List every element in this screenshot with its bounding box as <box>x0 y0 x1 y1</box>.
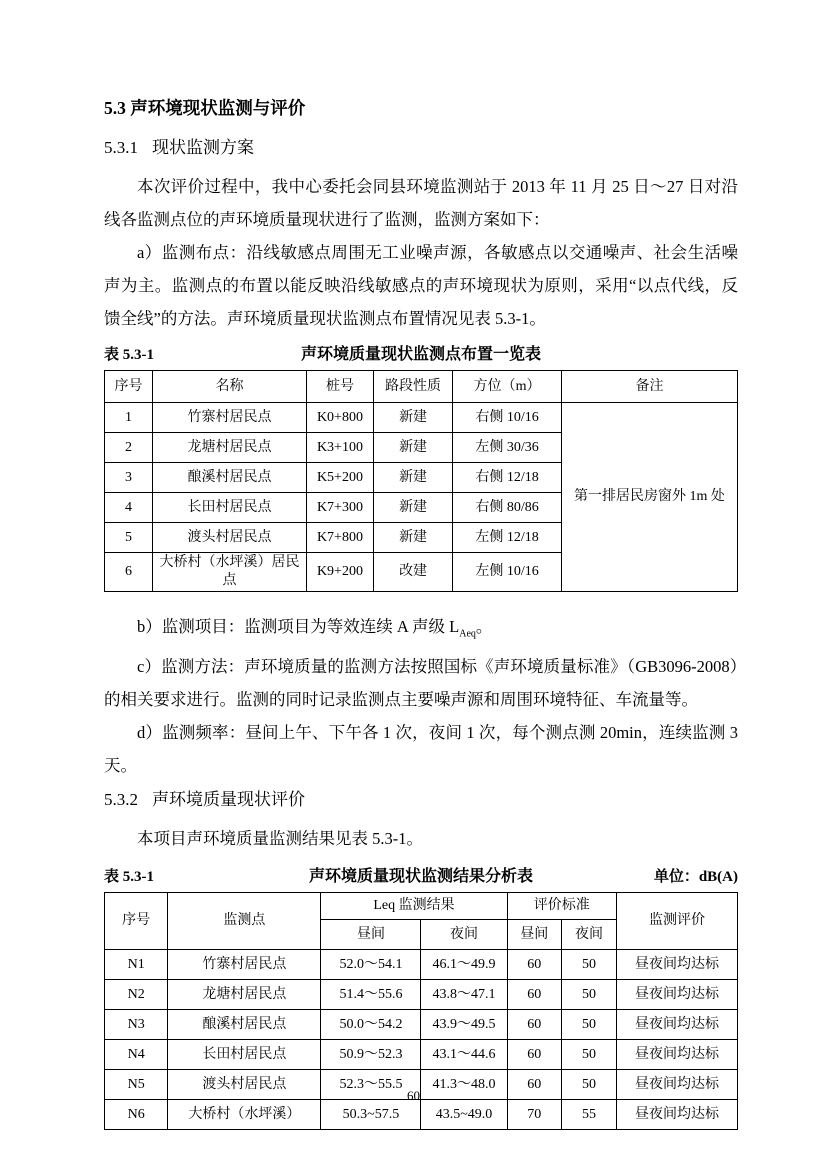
cell-leq-night: 43.5~49.0 <box>421 1100 507 1130</box>
cell-std-day: 60 <box>507 1010 561 1040</box>
col-header-std-day: 昼间 <box>507 920 561 950</box>
cell-std-night: 50 <box>561 1040 616 1070</box>
cell-leq-day: 51.4～55.6 <box>321 980 421 1010</box>
cell-name: 酿溪村居民点 <box>153 463 307 493</box>
cell-eval: 昼夜间均达标 <box>617 980 738 1010</box>
cell-std-day: 60 <box>507 1040 561 1070</box>
table-row <box>105 1040 738 1070</box>
cell-position: 右侧 80/86 <box>453 493 562 523</box>
cell-std-day: 60 <box>507 1070 561 1100</box>
cell-eval: 昼夜间均达标 <box>617 1100 738 1130</box>
table2-unit: 单位：dB(A) <box>653 869 738 886</box>
cell-std-night: 55 <box>561 1100 616 1130</box>
cell-sn: N6 <box>105 1100 168 1130</box>
col-header-std-night: 夜间 <box>561 920 616 950</box>
cell-stake: K9+200 <box>306 553 373 592</box>
cell-remark: 第一排居民房窗外 1m 处 <box>562 403 738 592</box>
table1-caption <box>104 343 738 367</box>
paragraph-text: b）监测项目：监测项目为等效连续 A 声级 L <box>137 617 460 636</box>
cell-sn: 5 <box>105 523 153 553</box>
cell-eval: 昼夜间均达标 <box>617 1070 738 1100</box>
cell-leq-day: 52.0～54.1 <box>321 950 421 980</box>
table-header-row <box>105 371 738 403</box>
col-header: 序号 <box>105 371 153 403</box>
table-row <box>105 980 738 1010</box>
table1-label: 表 5.3-1 <box>104 347 154 363</box>
cell-leq-day: 52.3～55.5 <box>321 1070 421 1100</box>
cell-leq-night: 43.1～44.6 <box>421 1040 507 1070</box>
cell-position: 右侧 10/16 <box>453 403 562 433</box>
cell-nature: 新建 <box>374 433 453 463</box>
cell-sn: 2 <box>105 433 153 463</box>
cell-leq-night: 43.8～47.1 <box>421 980 507 1010</box>
table-row <box>105 1100 738 1130</box>
cell-eval: 昼夜间均达标 <box>617 1040 738 1070</box>
cell-stake: K7+300 <box>306 493 373 523</box>
col-header-standard: 评价标准 <box>507 893 617 920</box>
cell-sn: N4 <box>105 1040 168 1070</box>
paragraph-results-intro: 本项目声环境质量监测结果见表 5.3-1。 <box>137 829 423 849</box>
heading-text: 现状监测方案 <box>152 138 254 157</box>
paragraph-text: 。 <box>475 617 493 636</box>
paragraph-monitoring-frequency: d）监测频率：昼间上午、下午各 1 次，夜间 1 次，每个测点测 20min，连续监测 3 天。 <box>104 723 738 776</box>
cell-position: 左侧 30/36 <box>453 433 562 463</box>
cell-name: 大桥村（水坪溪）居民点 <box>153 553 307 592</box>
table2-title: 声环境质量现状监测结果分析表 <box>308 868 533 886</box>
subscript-aeq: Aeq <box>459 628 476 640</box>
cell-std-day: 60 <box>507 950 561 980</box>
cell-sn: 1 <box>105 403 153 433</box>
cell-stake: K3+100 <box>306 433 373 463</box>
cell-name: 长田村居民点 <box>153 493 307 523</box>
col-header-eval: 监测评价 <box>617 893 738 950</box>
cell-leq-day: 50.0～54.2 <box>321 1010 421 1040</box>
cell-leq-night: 43.9～49.5 <box>421 1010 507 1040</box>
cell-sn: N2 <box>105 980 168 1010</box>
cell-name: 渡头村居民点 <box>153 523 307 553</box>
cell-sn: 4 <box>105 493 153 523</box>
cell-stake: K7+800 <box>306 523 373 553</box>
table2-caption <box>104 865 738 889</box>
cell-sn: N5 <box>105 1070 168 1100</box>
section-heading-5-3: 5.3 声环境现状监测与评价 <box>104 98 306 118</box>
cell-stake: K0+800 <box>306 403 373 433</box>
cell-std-night: 50 <box>561 980 616 1010</box>
cell-leq-night: 41.3～48.0 <box>421 1070 507 1100</box>
table-row <box>105 950 738 980</box>
table-header-row <box>105 893 738 920</box>
table-monitoring-points <box>104 370 738 592</box>
cell-leq-day: 50.9～52.3 <box>321 1040 421 1070</box>
cell-sn: N3 <box>105 1010 168 1040</box>
cell-nature: 新建 <box>374 403 453 433</box>
cell-position: 右侧 12/18 <box>453 463 562 493</box>
cell-std-day: 70 <box>507 1100 561 1130</box>
col-header-leq-night: 夜间 <box>421 920 507 950</box>
cell-point: 竹寨村居民点 <box>168 950 321 980</box>
table-row <box>105 403 738 433</box>
cell-position: 左侧 12/18 <box>453 523 562 553</box>
heading-number: 5.3.1 <box>104 138 138 157</box>
cell-sn: 6 <box>105 553 153 592</box>
cell-std-day: 60 <box>507 980 561 1010</box>
cell-position: 左侧 10/16 <box>453 553 562 592</box>
cell-sn: 3 <box>105 463 153 493</box>
paragraph-intro: 本次评价过程中，我中心委托会同县环境监测站于 2013 年 11 月 25 日～27 日对沿线各监测点位的声环境质量现状进行了监测，监测方案如下： <box>104 177 738 229</box>
col-header: 路段性质 <box>374 371 453 403</box>
table1-title: 声环境质量现状监测点布置一览表 <box>300 346 541 363</box>
heading-number: 5.3.2 <box>104 790 138 810</box>
cell-nature: 新建 <box>374 493 453 523</box>
col-header-point: 监测点 <box>168 893 321 950</box>
paragraph-monitoring-layout: a）监测布点：沿线敏感点周围无工业噪声源，各敏感点以交通噪声、社会生活噪声为主。监测点的布置以能反映沿线敏感点的声环境现状为原则，采用“以点代线，反馈全线”的方法。声环境质量现状监测点布置情况见表 5.3-1。 <box>104 243 738 328</box>
cell-leq-day: 50.3~57.5 <box>321 1100 421 1130</box>
cell-name: 龙塘村居民点 <box>153 433 307 463</box>
paragraph-monitoring-items <box>104 610 738 650</box>
cell-nature: 改建 <box>374 553 453 592</box>
cell-point: 龙塘村居民点 <box>168 980 321 1010</box>
cell-leq-night: 46.1～49.9 <box>421 950 507 980</box>
cell-nature: 新建 <box>374 523 453 553</box>
page-number: 60 <box>407 1088 420 1103</box>
cell-stake: K5+200 <box>306 463 373 493</box>
col-header: 方位（m） <box>453 371 562 403</box>
col-header: 备注 <box>562 371 738 403</box>
table-row <box>105 1010 738 1040</box>
cell-point: 长田村居民点 <box>168 1040 321 1070</box>
heading-text: 声环境质量现状评价 <box>152 790 305 810</box>
table2-label: 表 5.3-1 <box>104 869 154 886</box>
cell-point: 酿溪村居民点 <box>168 1010 321 1040</box>
cell-std-night: 50 <box>561 1070 616 1100</box>
paragraph-monitoring-method: c）监测方法：声环境质量的监测方法按照国标《声环境质量标准》（GB3096-2008）的相关要求进行。监测的同时记录监测点主要噪声源和周围环境特征、车流量等。 <box>104 657 738 710</box>
subsection-heading-5-3-2 <box>104 788 738 812</box>
cell-point: 渡头村居民点 <box>168 1070 321 1100</box>
cell-std-night: 50 <box>561 1010 616 1040</box>
col-header-sn: 序号 <box>105 893 168 950</box>
col-header-leq-day: 昼间 <box>321 920 421 950</box>
cell-name: 竹寨村居民点 <box>153 403 307 433</box>
col-header: 桩号 <box>306 371 373 403</box>
cell-eval: 昼夜间均达标 <box>617 950 738 980</box>
col-header: 名称 <box>153 371 307 403</box>
subsection-heading-5-3-1 <box>104 136 738 160</box>
cell-sn: N1 <box>105 950 168 980</box>
cell-point: 大桥村（水坪溪） <box>168 1100 321 1130</box>
page-content <box>104 96 738 1130</box>
cell-nature: 新建 <box>374 463 453 493</box>
col-header-leq: Leq 监测结果 <box>321 893 507 920</box>
cell-eval: 昼夜间均达标 <box>617 1010 738 1040</box>
cell-std-night: 50 <box>561 950 616 980</box>
